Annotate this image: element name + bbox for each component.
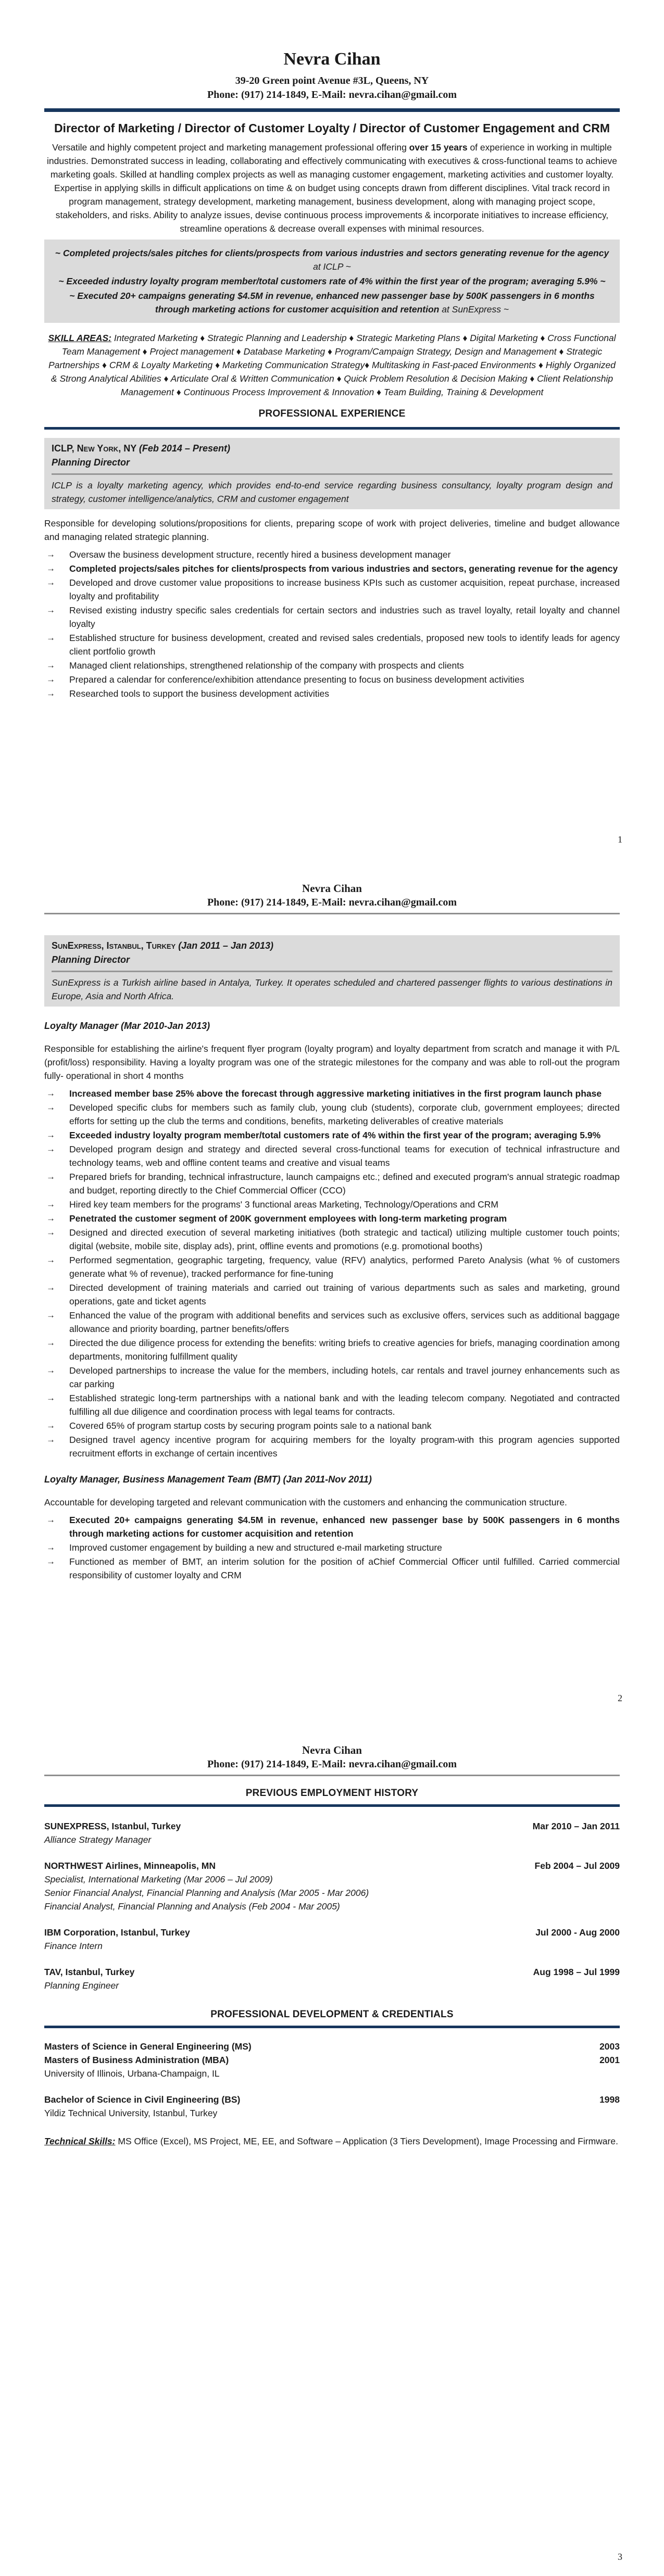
text-run: University of Illinois, Urbana-Champaign, IL (44, 2068, 220, 2079)
candidate-phone-email: Phone: (917) 214-1849, E-Mail: nevra.cihan@gmail.com (207, 897, 457, 908)
history-row-dates (609, 1846, 620, 1859)
page-3 (0, 1717, 664, 2576)
history-row-dates (609, 1873, 620, 1886)
bullet-text (69, 631, 620, 658)
candidate-address: 39-20 Green point Avenue #3L, Queens, NY (235, 75, 429, 86)
credential-row (44, 2067, 620, 2080)
bullet-list-bmt (44, 1513, 620, 1582)
history-row-left (44, 1900, 340, 1913)
bullet-text (69, 673, 620, 686)
candidate-name: Nevra Cihan (302, 882, 362, 895)
text-run: of experience in working in multiple industries. Demonstrated success in leading, collaborating and effectively communicating with executives & cross-functional teams to achieve marketing goals. Skilled at handling complex projects as well as managing customer engagement, marketing activities and customer loyalty. Expertise in applying skills in difficult applications on time & on budget using concepts drawn from different disciplines. Vital track record in program management, strategy development, marketing management, business development, along with managing project scope, stakeholders, and risks. Ability to analyze issues, devise continuous process improvements & incorporate initiatives to increase efficiency, streamline operations & decrease overall expenses with minimal resources. (47, 142, 617, 234)
arrow-bullet-icon: → (46, 1515, 55, 1525)
page-1 (0, 0, 664, 859)
credential-row-left (44, 2106, 217, 2120)
bullet-item (44, 659, 620, 672)
history-row-left (44, 1926, 190, 1939)
page-number: 1 (618, 834, 622, 845)
text-run: Researched tools to support the business development activities (69, 688, 330, 699)
bullet-text (69, 562, 620, 575)
bullet-item (44, 1513, 620, 1540)
text-run: Covered 65% of program startup costs by securing program points sale to a national bank (69, 1421, 432, 1431)
bullet-text (69, 1170, 620, 1197)
bullet-item (44, 576, 620, 603)
history-row (44, 1913, 620, 1926)
role-intro-paragraph: Responsible for developing solutions/propositions for clients, preparing scope of work with project deliveries, timeline and budget allowance and managing related strategic planning. (44, 518, 620, 542)
arrow-bullet-icon: → (46, 1556, 55, 1566)
company-header (52, 442, 612, 456)
arrow-bullet-icon: → (46, 633, 55, 643)
text-run: TAV, Istanbul, Turkey (44, 1967, 135, 1977)
section-heading-previous-employment: PREVIOUS EMPLOYMENT HISTORY (245, 1788, 419, 1799)
bullet-item (44, 1391, 620, 1418)
role-heading-bmt: Loyalty Manager, Business Management Team (BMT) (Jan 2011-Nov 2011) (44, 1474, 372, 1485)
bullet-item (44, 1142, 620, 1170)
text-run: SKILL AREAS: (48, 333, 111, 343)
text-run: Directed the due diligence process for extending the benefits: writing briefs to creative agencies for briefs, managing coordination among departments, monitoring fulfillment quality (69, 1338, 620, 1362)
bullet-item (44, 1226, 620, 1253)
history-row-left (44, 1939, 103, 1953)
credential-row-left (44, 2040, 252, 2053)
company-box-sunexpress (44, 935, 620, 1007)
credential-row-year (609, 2080, 620, 2093)
text-run: Alliance Strategy Manager (44, 1834, 152, 1845)
candidate-name: Nevra Cihan (283, 49, 381, 69)
credential-row (44, 2080, 620, 2093)
company-description: ICLP is a loyalty marketing agency, which provides end-to-end service regarding business consultancy, loyalty program design and strategy, customer intelligence/analytics, CRM and customer engagement (52, 480, 612, 504)
text-run: SunExpress, Istanbul, Turkey (52, 940, 179, 951)
history-row (44, 1900, 620, 1913)
arrow-bullet-icon: → (46, 1435, 55, 1444)
page-1-content (44, 0, 620, 700)
credential-row-year (609, 2067, 620, 2080)
navy-divider (44, 108, 620, 112)
company-box-iclp (44, 438, 620, 509)
text-run: (Jan 2011 – Jan 2013) (178, 940, 273, 951)
page-2-content (44, 859, 620, 1582)
gray-divider (44, 1775, 620, 1776)
company-role: Planning Director (52, 457, 130, 468)
history-row-dates: Mar 2010 – Jan 2011 (532, 1821, 620, 1831)
history-row (44, 1979, 620, 1992)
bullet-text (69, 1281, 620, 1308)
bullet-item (44, 1101, 620, 1128)
bullet-text (69, 1391, 620, 1418)
bullet-text (69, 1253, 620, 1280)
history-row-dates: Aug 1998 – Jul 1999 (533, 1967, 620, 1977)
history-row (44, 1926, 620, 1939)
bullet-text (69, 1128, 620, 1142)
arrow-bullet-icon: → (46, 1172, 55, 1182)
arrow-bullet-icon: → (46, 1088, 55, 1098)
bullet-item (44, 631, 620, 658)
text-run: Established strategic long-term partnerships with a national bank and with the leading telecom company. Negotiated and contracted fulfilling all due diligence and coordination process with legal teams for contracts. (69, 1393, 620, 1417)
bullet-item (44, 1309, 620, 1336)
text-run: ~ Exceeded industry loyalty program member/total customers rate of 4% within the first year of the program; averaging 5.9% ~ (58, 276, 606, 286)
bullet-item (44, 1253, 620, 1280)
bullet-item (44, 604, 620, 631)
credential-rows (44, 2040, 620, 2120)
arrow-bullet-icon: → (46, 674, 55, 684)
credential-row-left (44, 2053, 229, 2067)
bullet-text (69, 687, 620, 700)
role-heading-loyalty-manager: Loyalty Manager (Mar 2010-Jan 2013) (44, 1021, 210, 1031)
text-run: Completed projects/sales pitches for clients/prospects from various industries and sectors, generating revenue for the agency (69, 563, 618, 574)
page-title: Director of Marketing / Director of Customer Loyalty / Director of Customer Engagement and CRM (54, 121, 610, 135)
credential-row-left (44, 2093, 240, 2106)
bullet-item (44, 1419, 620, 1432)
company-box-divider (52, 473, 612, 475)
history-row-dates: Jul 2000 - Aug 2000 (535, 1927, 620, 1938)
credential-row-left (44, 2067, 220, 2080)
bullet-item (44, 687, 620, 700)
text-run: Executed 20+ campaigns generating $4.5M in revenue, enhanced new passenger base by 500K passengers in 6 months through marketing actions for customer acquisition and retention (69, 1515, 620, 1539)
bullet-text (69, 1226, 620, 1253)
text-run: Versatile and highly competent project and marketing management professional offering (52, 142, 409, 153)
history-row-dates (609, 1953, 620, 1965)
history-row-dates (609, 1913, 620, 1926)
company-description: SunExpress is a Turkish airline based in Antalya, Turkey. It operates scheduled and chartered passenger flights to various destinations in Europe, Asia and North Africa. (52, 977, 612, 1001)
bullet-item (44, 548, 620, 561)
history-row-left (44, 1819, 181, 1833)
bullet-item (44, 1433, 620, 1460)
bullet-text (69, 1309, 620, 1336)
bullet-list-iclp (44, 548, 620, 700)
text-run: SUNEXPRESS, Istanbul, Turkey (44, 1821, 181, 1831)
page-header (44, 859, 620, 914)
text-run: Developed specific clubs for members such as family club, young club (students), corporate club, government employees; directed efforts for setting up the club the terms and conditions, benefits, marketing deliverables of creative materials (69, 1102, 620, 1126)
credential-row (44, 2093, 620, 2106)
text-run: Designed and directed execution of several marketing initiatives (both strategic and tactical) utilizing multiple customer touch points; digital (website, mobile site, display ads), print, offline events and promotions (e.g. promotional booths) (69, 1227, 620, 1251)
history-row (44, 1819, 620, 1833)
text-run: Penetrated the customer segment of 200K government employees with long-term marketing program (69, 1213, 507, 1224)
bullet-text (69, 1433, 620, 1460)
arrow-bullet-icon: → (46, 1393, 55, 1403)
history-row-dates: Feb 2004 – Jul 2009 (534, 1861, 620, 1871)
credential-row (44, 2106, 620, 2120)
summary-paragraph (44, 141, 620, 235)
bullet-text (69, 1142, 620, 1170)
bullet-text (69, 1198, 620, 1211)
text-run: Bachelor of Science in Civil Engineering (BS) (44, 2094, 241, 2105)
text-run: ICLP, New York, NY (52, 443, 139, 454)
history-row-left (44, 1965, 134, 1979)
credential-row (44, 2053, 620, 2067)
text-run: Senior Financial Analyst, Financial Planning and Analysis (Mar 2005 - Mar 2006) (44, 1888, 369, 1898)
company-box-divider (52, 971, 612, 972)
text-run: NORTHWEST Airlines, Minneapolis, MN (44, 1861, 216, 1871)
history-row (44, 1953, 620, 1965)
bullet-text (69, 1419, 620, 1432)
gray-divider (44, 913, 620, 914)
history-row-dates (609, 1900, 620, 1913)
text-run: (Feb 2014 – Present) (139, 443, 230, 454)
bullet-item (44, 1364, 620, 1391)
arrow-bullet-icon: → (46, 549, 55, 559)
bullet-text (69, 548, 620, 561)
arrow-bullet-icon: → (46, 1213, 55, 1223)
credential-row-year: 1998 (599, 2094, 620, 2105)
text-run: Masters of Business Administration (MBA) (44, 2055, 229, 2065)
employment-history-rows (44, 1819, 620, 1992)
bullet-text (69, 1087, 620, 1100)
text-run: IBM Corporation, Istanbul, Turkey (44, 1927, 190, 1938)
history-row (44, 1939, 620, 1953)
text-run: Directed development of training materials and carried out training of various departments such as sales and marketing, ground operations, gate and ticket agents (69, 1283, 620, 1306)
section-heading-professional-experience: PROFESSIONAL EXPERIENCE (258, 408, 406, 419)
text-run: Designed travel agency incentive program for acquiring members for the loyalty program-with this program agencies supported recruitment efforts in exchange of certain incentives (69, 1435, 620, 1459)
page-3-content (44, 1717, 620, 2148)
bullet-text (69, 576, 620, 603)
history-row-left (44, 1873, 273, 1886)
history-row-left (44, 1833, 151, 1846)
arrow-bullet-icon: → (46, 1338, 55, 1348)
text-run: Financial Analyst, Financial Planning and Analysis (Feb 2004 - Mar 2005) (44, 1901, 340, 1912)
bullet-item (44, 1198, 620, 1211)
arrow-bullet-icon: → (46, 1421, 55, 1430)
text-run: Masters of Science in General Engineering (MS) (44, 2041, 252, 2052)
bullet-item (44, 1128, 620, 1142)
skill-areas-paragraph (44, 331, 620, 399)
achievements-box (44, 240, 620, 323)
achievement-item (55, 289, 609, 316)
text-run: Functioned as member of BMT, an interim solution for the position of aChief Commercial Officer until fulfilled. Carried commercial responsibility of customer loyalty and CRM (69, 1556, 620, 1580)
bullet-text (69, 1336, 620, 1363)
role-intro-paragraph: Accountable for developing targeted and relevant communication with the customers and enhancing the communication structure. (44, 1497, 567, 1507)
text-run: Finance Intern (44, 1941, 103, 1951)
bullet-item (44, 562, 620, 575)
text-run: Increased member base 25% above the forecast through aggressive marketing initiatives in the first program launch phase (69, 1088, 602, 1099)
text-run: Enhanced the value of the program with additional benefits and services such as exclusive offers, services such as additional baggage allowance and priority boarding, partner benefits/offers (69, 1310, 620, 1334)
history-row-dates (609, 1939, 620, 1953)
bullet-item (44, 1336, 620, 1363)
bullet-text (69, 604, 620, 631)
bullet-item (44, 1555, 620, 1582)
text-run: over 15 years (409, 142, 468, 153)
bullet-item (44, 1087, 620, 1100)
history-row (44, 1873, 620, 1886)
candidate-name: Nevra Cihan (302, 1744, 362, 1756)
text-run: Hired key team members for the programs' 3 functional areas Marketing, Technology/Operations and CRM (69, 1199, 498, 1210)
arrow-bullet-icon: → (46, 1542, 55, 1552)
text-run: Specialist, International Marketing (Mar 2006 – Jul 2009) (44, 1874, 273, 1884)
arrow-bullet-icon: → (46, 563, 55, 573)
page-header (44, 1717, 620, 1776)
text-run: Planning Engineer (44, 1980, 119, 1991)
arrow-bullet-icon: → (46, 688, 55, 698)
text-run: Technical Skills: (44, 2136, 116, 2146)
section-heading-credentials: PROFESSIONAL DEVELOPMENT & CREDENTIALS (210, 2009, 454, 2020)
credential-row-year: 2003 (599, 2041, 620, 2052)
arrow-bullet-icon: → (46, 577, 55, 587)
achievement-item (55, 274, 609, 288)
navy-divider (44, 1804, 620, 1807)
arrow-bullet-icon: → (46, 605, 55, 615)
history-row-dates (609, 1886, 620, 1900)
bullet-text (69, 1513, 620, 1540)
bullet-item (44, 1212, 620, 1225)
text-run: Revised existing industry specific sales credentials for certain sectors and industries such as travel loyalty, retail loyalty and channel loyalty (69, 605, 620, 629)
text-run: Yildiz Technical University, Istanbul, Turkey (44, 2108, 218, 2118)
credential-row-year (609, 2106, 620, 2120)
bullet-text (69, 1101, 620, 1128)
text-run: Managed client relationships, strengthened relationship of the company with prospects and clients (69, 660, 464, 671)
history-row (44, 1886, 620, 1900)
history-row (44, 1846, 620, 1859)
role-intro-paragraph: Responsible for establishing the airline's frequent flyer program (loyalty program) and loyalty department from scratch and manage it with P/L (profit/loss) responsibility. Having a loyalty program was one of the strategic milestones for the company and was able to roll-out the program fully- operational in short 4 months (44, 1044, 620, 1081)
arrow-bullet-icon: → (46, 1130, 55, 1140)
arrow-bullet-icon: → (46, 1144, 55, 1154)
text-run: MS Office (Excel), MS Project, ME, EE, and Software – Application (3 Tiers Development), Image Processing and Firmware. (115, 2136, 618, 2146)
bullet-item (44, 1541, 620, 1554)
technical-skills-paragraph (44, 2134, 620, 2148)
text-run: ~ Executed 20+ campaigns generating $4.5M in revenue, enhanced new passenger base by 500K passengers in 6 months through marketing actions for customer acquisition and retention (69, 291, 595, 315)
arrow-bullet-icon: → (46, 1102, 55, 1112)
arrow-bullet-icon: → (46, 1227, 55, 1237)
history-row (44, 1965, 620, 1979)
achievement-item (55, 246, 609, 273)
bullet-list-loyalty-manager (44, 1087, 620, 1460)
arrow-bullet-icon: → (46, 1255, 55, 1265)
credential-row-year: 2001 (599, 2055, 620, 2065)
history-row-left (44, 1859, 216, 1873)
bullet-text (69, 1364, 620, 1391)
text-run: Established structure for business development, created and revised sales credentials, proposed new tools to identify leads for agency client portfolio growth (69, 633, 620, 657)
bullet-item (44, 1170, 620, 1197)
text-run: Performed segmentation, geographic targeting, frequency, value (RFV) analytics, performed Pareto Analysis (what % of customers generate what % of revenue), tracked performance for fine-tuning (69, 1255, 620, 1279)
page-2 (0, 859, 664, 1717)
text-run: Exceeded industry loyalty program member/total customers rate of 4% within the first year of the program; averaging 5.9% (69, 1130, 601, 1140)
history-row-dates (609, 1833, 620, 1846)
arrow-bullet-icon: → (46, 660, 55, 670)
text-run: Prepared a calendar for conference/exhibition attendance presenting to focus on business development activities (69, 674, 524, 685)
history-row-dates (609, 1979, 620, 1992)
history-row (44, 1859, 620, 1873)
arrow-bullet-icon: → (46, 1199, 55, 1209)
credential-row (44, 2040, 620, 2053)
arrow-bullet-icon: → (46, 1365, 55, 1375)
arrow-bullet-icon: → (46, 1283, 55, 1292)
text-run: Improved customer engagement by building a new and structured e-mail marketing structure (69, 1542, 442, 1553)
text-run: Oversaw the business development structure, recently hired a business development manager (69, 549, 451, 560)
bullet-text (69, 1212, 620, 1225)
bullet-item (44, 673, 620, 686)
arrow-bullet-icon: → (46, 1310, 55, 1320)
text-run: ~ Completed projects/sales pitches for clients/prospects from various industries and sectors generating revenue for the agency (55, 248, 609, 258)
candidate-phone-email: Phone: (917) 214-1849, E-Mail: nevra.cihan@gmail.com (207, 89, 457, 100)
navy-divider (44, 2026, 620, 2028)
navy-divider (44, 427, 620, 430)
text-run: Developed program design and strategy and directed several cross-functional teams for execution of technical infrastructure and technology teams, web and offline content teams and creative and visual teams (69, 1144, 620, 1168)
company-header (52, 939, 612, 953)
text-run: at SunExpress ~ (442, 304, 509, 315)
history-row-left (44, 1886, 369, 1900)
bullet-text (69, 1555, 620, 1582)
page-number: 3 (618, 2552, 622, 2562)
bullet-item (44, 1281, 620, 1308)
company-role: Planning Director (52, 954, 130, 965)
candidate-phone-email: Phone: (917) 214-1849, E-Mail: nevra.cihan@gmail.com (207, 1758, 457, 1770)
page-number: 2 (618, 1693, 622, 1703)
text-run: at ICLP ~ (313, 261, 351, 272)
history-row-left (44, 1979, 119, 1992)
text-run: Integrated Marketing ♦ Strategic Planning and Leadership ♦ Strategic Marketing Plans ♦ Digital Marketing ♦ Cross Functional Team Management ♦ Project management ♦ Database Marketing ♦ Program/Campaign Strategy, Design and Management ♦ Strategic Partnerships ♦ CRM & Loyalty Marketing ♦ Marketing Communication Strategy♦ Multitasking in Fast-paced Environments ♦ Highly Organized & Strong Analytical Abilities ♦ Articulate Oral & Written Communication ♦ Quick Problem Resolution & Decision Making ♦ Client Relationship Management ♦ Continuous Process Improvement & Innovation ♦ Team Building, Training & Development (48, 333, 616, 397)
bullet-text (69, 659, 620, 672)
text-run: Prepared briefs for branding, technical infrastructure, launch campaigns etc.; defined and executed program's annual strategic roadmap and budget, reporting directly to the Chief Commercial Officer (CCO) (69, 1172, 620, 1196)
history-row (44, 1833, 620, 1846)
text-run: Developed partnerships to increase the value for the members, including hotels, car rentals and travel journey enhancements such as car parking (69, 1365, 620, 1389)
bullet-text (69, 1541, 620, 1554)
text-run: Developed and drove customer value propositions to increase business KPIs such as customer acquisition, repeat purchase, increased loyalty and profitability (69, 577, 620, 601)
